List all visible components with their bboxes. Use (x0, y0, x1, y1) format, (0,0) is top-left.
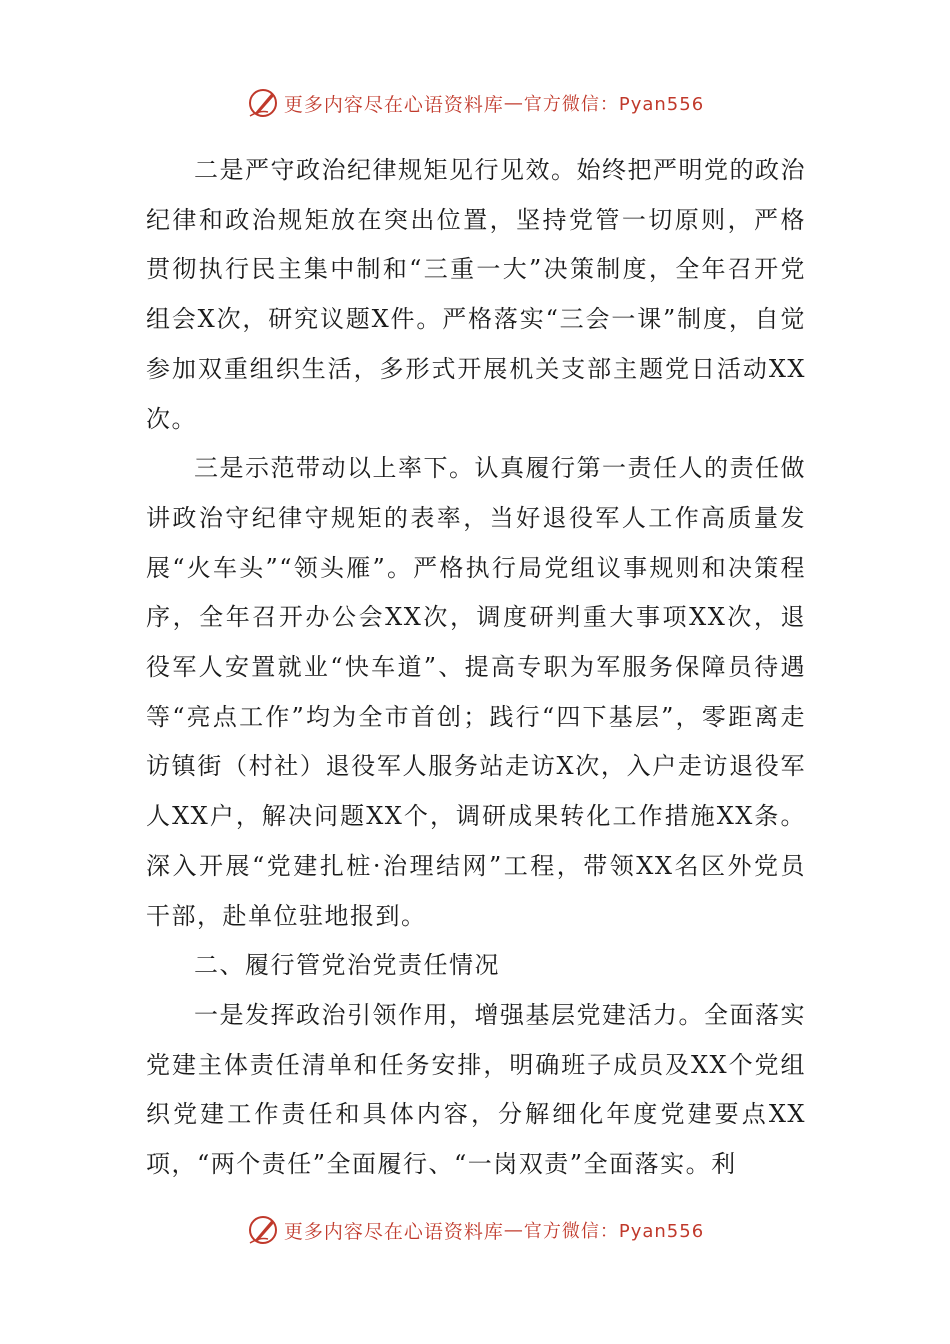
quill-pen-icon (246, 86, 280, 120)
watermark-dash: — (503, 1219, 524, 1241)
watermark-contact-text: 官方微信：Pyan556 (523, 1221, 705, 1242)
paragraph-political-leadership: 一是发挥政治引领作用，增强基层党建活力。全面落实党建主体责任清单和任务安排，明确班子成员及XX个党组织党建工作责任和具体内容，分解细化年度党建要点XX项，“两个责任”全面履行、“一岗双责”全面落实。利 (146, 1000, 806, 1179)
paragraph-political-discipline: 二是严守政治纪律规矩见行见效。始终把严明党的政治纪律和政治规矩放在突出位置，坚持党管一切原则，严格贯彻执行民主集中制和“三重一大”决策制度，全年召开党组会X次，研究议题X件。严格落实“三会一课”制度，自觉参加双重组织生活，多形式开展机关支部主题党日活动XX次。 (146, 156, 806, 433)
watermark-contact-text: 官方微信：Pyan556 (523, 94, 705, 115)
watermark-site-text: 更多内容尽在心语资料库 (283, 1220, 504, 1243)
paragraph-leading-by-example: 三是示范带动以上率下。认真履行第一责任人的责任做讲政治守纪律守规矩的表率，当好退役军人工作高质量发展“火车头”“领头雁”。严格执行局党组议事规则和决策程序，全年召开办公会XX次，调度研判重大事项XX次，退役军人安置就业“快车道”、提高专职为军服务保障员待遇等“亮点工作”均为全市首创；践行“四下基层”，零距离走访镇街（村社）退役军人服务站走访X次，入户走访退役军人XX户，解决问题XX个，调研成果转化工作措施XX条。深入开展“党建扎桩·治理结网”工程，带领XX名区外党员干部，赴单位驻地报到。 (146, 454, 806, 930)
header-watermark (0, 83, 950, 123)
watermark-site-text: 更多内容尽在心语资料库 (283, 93, 504, 116)
watermark-dash: — (503, 92, 524, 114)
section-heading: 二、履行管党治党责任情况 (194, 951, 500, 980)
document-body (146, 146, 806, 1190)
footer-watermark (0, 1210, 950, 1250)
quill-pen-icon (246, 1213, 280, 1247)
